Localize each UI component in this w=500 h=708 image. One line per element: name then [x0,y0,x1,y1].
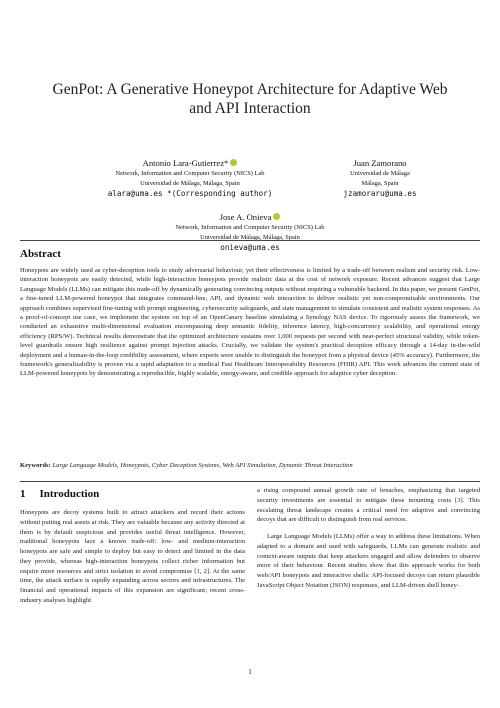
right-column-paragraph: a rising compound annual growth rate of breaches, emphasizing that targeted security investments are essential to mitigate these mounting costs [3]. This escalating threat landscape creates a critical need for adaptive and convincing decoys that are difficult to distinguish from real services. [257,487,480,524]
top-divider [20,240,480,241]
author-affiliation: Málaga, Spain [361,179,399,187]
keywords-line [20,461,480,470]
author-email[interactable]: jzamoraru@uma.es [343,189,417,198]
orcid-icon[interactable] [273,213,280,220]
page-number: 1 [248,668,252,676]
section-title: Introduction [39,488,100,500]
right-column [257,486,480,591]
author-email[interactable]: onieva@uma.es [220,243,280,252]
author-name: Jose A. Onieva [219,212,272,222]
section-heading [20,488,99,500]
abstract-heading: Abstract [20,248,61,260]
paper-title: GenPot: A Generative Honeypot Architecture for Adaptive Web and API Interaction [52,81,448,117]
author-name: Juan Zamorano [353,158,407,168]
abstract-text: Honeypots are widely used as cyber-deception tools to study adversarial behaviour, yet their effectiveness is limited by a trade-off between realism and security risk. Low-interaction honeypots are easily detected, while high-interaction honeypots provide realistic data at the cost of network exposure. Recent advances suggest that Large Language Models (LLMs) can mitigate this trade-off by dynamically generating convincing outputs without requiring a vulnerable backend. In this paper, we present GenPot, a fine-tuned LLM-powered honeypot that integrates command-line, API, and dynamic web interaction to deliver realistic yet non-compromisable environments. Our approach combines supervised fine-tuning with prompt engineering, cybersecurity safeguards, and state management to simulate consistent and realistic system responses. As a proof-of-concept use case, we implement the system on top of an OpenCanary baseline simulating a Synology NAS device. To rigorously assess the framework, we conducted an exhaustive multi-dimensional evaluation encompassing deep semantic fidelity, inference latency, high-concurrency scalability, and operational energy efficiency (RPS/W). Technical results demonstrate that the optimized architecture sustains over 1,000 requests per second with near-perfect structural validity, while token-level guardrails ensure high resilience against prompt injection attacks. Crucially, we validate the system's practical deception efficacy through a 14-day in-the-wild deployment and a human-in-the-loop credibility assessment, where experts were unable to distinguish the honeypot from a physical device (45% accuracy). Furthermore, the framework's generalizability is proven via a rapid adaptation to a medical Fast Healthcare Interoperability Resources (FHIR) API. This work advances the current state of LLM-powered honeypots by demonstrating a reproducible, highly scalable, energy-aware, and credible approach for adaptive cyber deception. [20,267,480,378]
author-affiliation: Universidad de Málaga [350,170,410,177]
author-block-2 [320,156,440,199]
section-number: 1 [20,488,26,500]
author-affiliation: Network, Information and Computer Security (NICS) Lab [115,170,265,177]
right-column-paragraph: Large Language Models (LLMs) offer a way to address these limitations. When adapted to a domain and used with safeguards, LLMs can generate realistic and context-aware outputs that keep attackers engaged and allow defenders to observe more of their behaviour. Recent studies show that this approach works for both web/API honeypots and interactive shells: API-focused decoys can return plausible JavaScript Object Notation (JSON) responses, and LLM-driven shell honey- [257,533,480,589]
author-affiliation: Universidad de Málaga, Málaga, Spain [140,179,240,187]
author-email[interactable]: alara@uma.es *(Corresponding author) [107,189,273,198]
bottom-divider [20,481,480,482]
author-affiliation: Network, Information and Computer Security (NICS) Lab [175,224,325,231]
keywords-text: Large Language Models, Honeypots, Cyber Deception Systems, Web API Simulation, Dynamic Threat Interaction [52,462,353,469]
left-column-text: Honeypots are decoy systems built to attract attackers and record their actions without putting real assets at risk. They are valuable because any activity directed at them is by default suspicious and provides useful threat intelligence. However, traditional honeypots face a known trade-off: low- and medium-interaction honeypots are safe and simple to deploy but easy to detect and limited in the data they provide, whereas high-interaction honeypots collect richer information but require more resources and strict isolation to avoid compromise [1, 2]. At the same time, the attack surface is rapidly expanding across sectors and infrastructures. The financial and operational impacts of this expansion are significant; recent cross-industry analyses highlight [20,509,245,604]
author-block-1 [70,156,310,199]
author-name: Antonio Lara-Gutierrez* [142,158,229,168]
author-affiliation: Universidad de Málaga, Málaga, Spain [200,233,300,241]
keywords-label: Keywords: [20,462,51,469]
author-block-3 [120,210,380,253]
orcid-icon[interactable] [230,159,237,166]
